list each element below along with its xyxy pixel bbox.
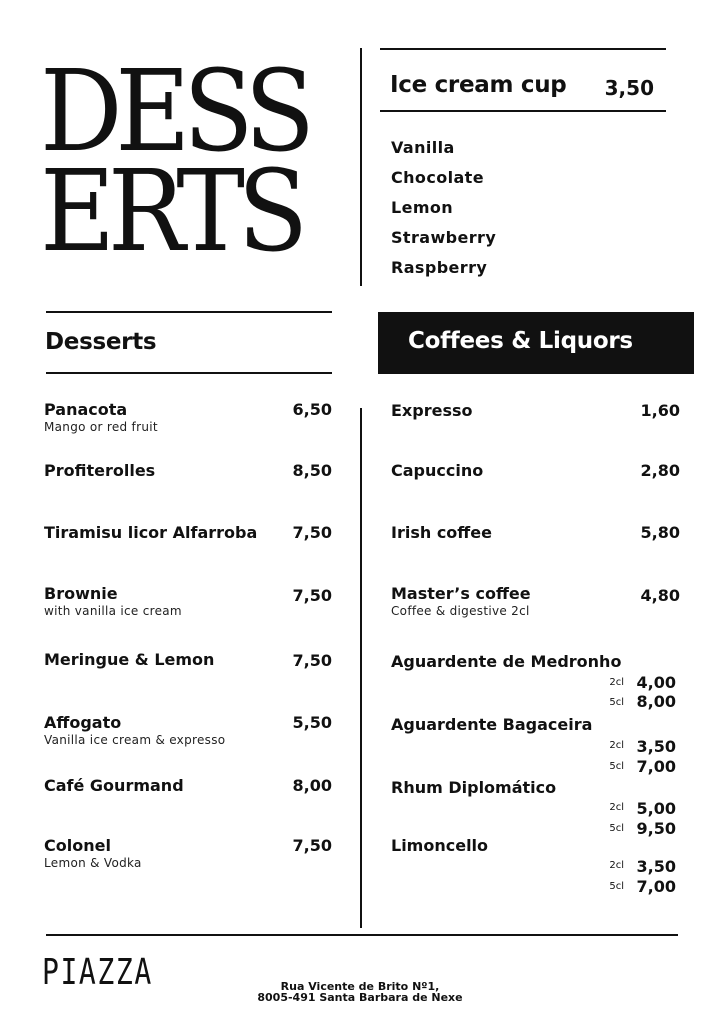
item-price: 1,60 — [640, 401, 680, 420]
dessert-item-profiterolles — [44, 461, 274, 480]
item-price: 8,50 — [292, 461, 332, 480]
piazza-logo: PIAZZA — [42, 952, 153, 993]
flavor-item: Lemon — [391, 198, 454, 217]
volume-label: 2cl — [609, 860, 624, 871]
volume-price: 7,00 — [636, 757, 676, 776]
coffee-item-irish — [391, 523, 611, 542]
footer-rule — [46, 934, 678, 936]
liquor-name-rhum: Rhum Diplomático — [391, 778, 557, 797]
dessert-item-brownie — [44, 584, 274, 618]
top-divider — [360, 48, 362, 286]
dessert-item-affogato — [44, 713, 274, 747]
item-description: Coffee & digestive 2cl — [391, 604, 530, 618]
coffee-item-expresso — [391, 401, 611, 420]
ice-cream-heading: Ice cream cup — [390, 72, 567, 98]
volume-price: 3,50 — [636, 857, 676, 876]
volume-label: 2cl — [609, 677, 624, 688]
desserts-heading: Desserts — [45, 329, 157, 355]
volume-price: 9,50 — [636, 819, 676, 838]
title-line-2: ERTS — [40, 147, 301, 277]
desserts-top-rule — [46, 311, 332, 313]
ice-cream-price: 3,50 — [604, 76, 654, 100]
flavor-item: Raspberry — [391, 258, 488, 277]
item-name: Profiterolles — [44, 461, 156, 480]
item-name: Brownie — [44, 584, 118, 603]
ice-cream-bottom-rule — [380, 110, 666, 112]
liquor-name-bagaceira: Aguardente Bagaceira — [391, 715, 593, 734]
item-name: Capuccino — [391, 461, 484, 480]
address-line-1: Rua Vicente de Brito Nº1, — [280, 980, 440, 993]
volume-price: 7,00 — [636, 877, 676, 896]
volume-price: 8,00 — [636, 692, 676, 711]
flavor-item: Chocolate — [391, 168, 484, 187]
item-price: 5,50 — [292, 713, 332, 732]
volume-label: 5cl — [609, 881, 624, 892]
item-price: 8,00 — [292, 776, 332, 795]
volume-price: 3,50 — [636, 737, 676, 756]
dessert-item-cafe-gourmand — [44, 776, 274, 795]
item-description: Vanilla ice cream & expresso — [44, 733, 226, 747]
title-line-1: DESS — [40, 47, 308, 177]
coffees-heading: Coffees & Liquors — [408, 328, 633, 354]
dessert-item-tiramisu — [44, 523, 284, 542]
item-name: Master’s coffee — [391, 584, 531, 603]
dessert-item-panacota — [44, 400, 274, 434]
volume-label: 5cl — [609, 761, 624, 772]
flavor-item: Strawberry — [391, 228, 497, 247]
item-name: Irish coffee — [391, 523, 492, 542]
middle-divider — [360, 408, 362, 928]
item-price: 7,50 — [292, 651, 332, 670]
item-price: 7,50 — [292, 586, 332, 605]
item-name: Tiramisu licor Alfarroba — [44, 523, 258, 542]
dessert-item-colonel — [44, 836, 274, 870]
item-description: Mango or red fruit — [44, 420, 158, 434]
item-description: with vanilla ice cream — [44, 604, 182, 618]
item-price: 6,50 — [292, 400, 332, 419]
ice-cream-top-rule — [380, 48, 666, 50]
item-name: Meringue & Lemon — [44, 650, 215, 669]
coffee-item-masters — [391, 584, 621, 618]
volume-label: 2cl — [609, 802, 624, 813]
item-name: Expresso — [391, 401, 473, 420]
flavor-list — [391, 138, 496, 288]
item-name: Panacota — [44, 400, 128, 419]
item-name: Café Gourmand — [44, 776, 184, 795]
item-price: 7,50 — [292, 836, 332, 855]
volume-price: 4,00 — [636, 673, 676, 692]
item-price: 7,50 — [292, 523, 332, 542]
volume-label: 2cl — [609, 740, 624, 751]
volume-label: 5cl — [609, 823, 624, 834]
item-price: 4,80 — [640, 586, 680, 605]
volume-price: 5,00 — [636, 799, 676, 818]
liquor-name-limoncello: Limoncello — [391, 836, 489, 855]
coffee-item-capuccino — [391, 461, 611, 480]
address — [230, 981, 490, 1003]
item-name: Colonel — [44, 836, 111, 855]
liquor-name-medronho: Aguardente de Medronho — [391, 652, 622, 671]
item-description: Lemon & Vodka — [44, 856, 142, 870]
desserts-bottom-rule — [46, 372, 332, 374]
coffees-heading-box — [378, 312, 694, 374]
item-name: Affogato — [44, 713, 122, 732]
flavor-item: Vanilla — [391, 138, 455, 157]
item-price: 2,80 — [640, 461, 680, 480]
address-line-2: 8005-491 Santa Barbara de Nexe — [257, 991, 463, 1004]
dessert-item-meringue — [44, 650, 274, 669]
item-price: 5,80 — [640, 523, 680, 542]
volume-label: 5cl — [609, 697, 624, 708]
